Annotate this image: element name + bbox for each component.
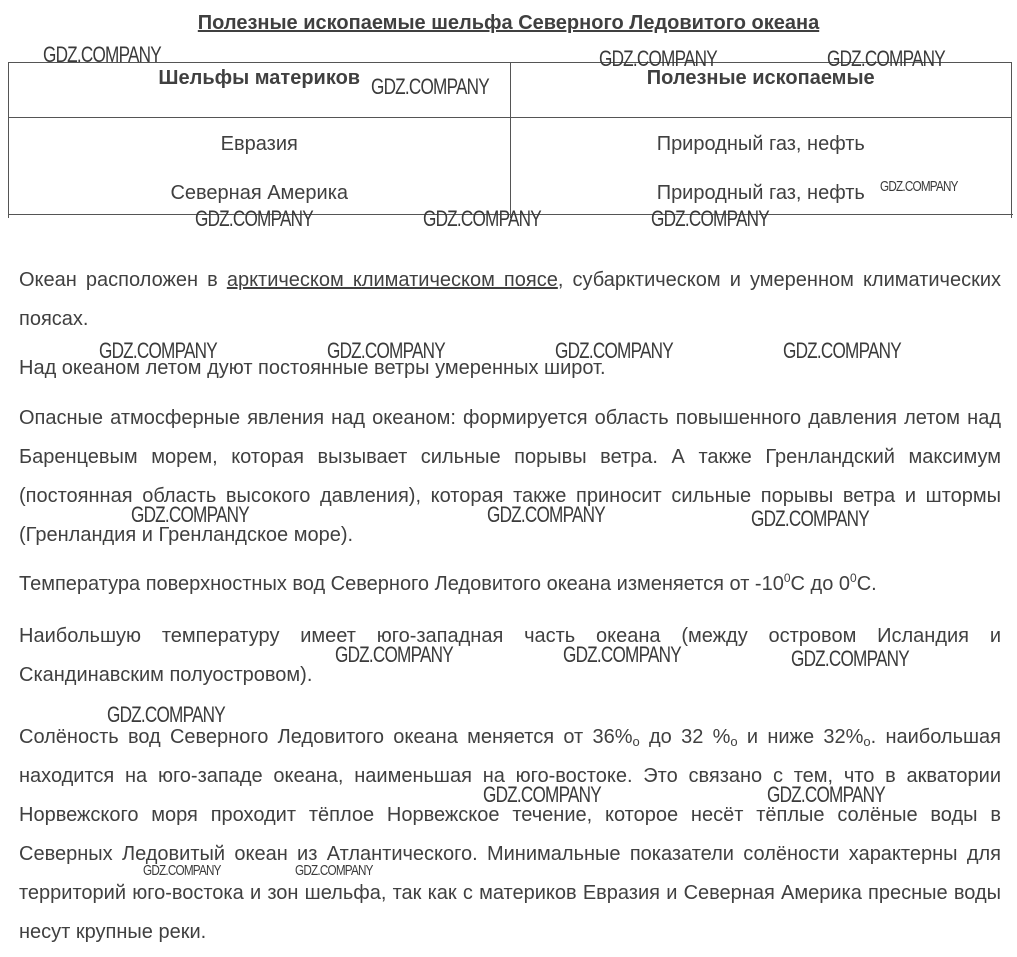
watermark: GDZ.COMPANY [335,642,453,667]
header-minerals: Полезные ископаемые [510,63,1012,118]
p6-text-a: Солёность вод Северного Ледовитого океана меняется от 36% [19,726,633,748]
watermark: GDZ.COMPANY [295,862,373,879]
arctic-belt-link: арктическом климатическом поясе [226,269,558,291]
paragraph-winds: Над океаном летом дуют постоянные ветры умеренных широт. [19,357,606,379]
minerals-table [8,62,1012,218]
shelf-eurasia: Евразия [220,133,298,155]
cell-minerals [510,118,1012,219]
watermark: GDZ.COMPANY [767,782,885,807]
minerals-eurasia: Природный газ, нефть [656,133,865,155]
watermark: GDZ.COMPANY [423,206,541,231]
watermark: GDZ.COMPANY [555,338,673,363]
watermark: GDZ.COMPANY [43,42,161,67]
shelf-north-america: Северная Америка [170,182,349,204]
watermark: GDZ.COMPANY [143,862,221,879]
paragraph-salinity [19,718,1001,952]
degree-sup-2: 0 [850,571,857,585]
watermark: GDZ.COMPANY [327,338,445,363]
permille-sub-1: o [632,734,640,749]
watermark: GDZ.COMPANY [487,502,605,527]
permille-sub-3: o [863,734,871,749]
paragraph-climate [19,261,1001,339]
p6-text-d: . наибольшая находится на юго-западе океана, наименьшая на юго-востоке. Это связано с тем, что в акватории Норвежского моря проходит тёплое Норвежское течение, которое несёт тёплые солёные воды в Северных Ледовитый океан из Атлантического. Минимальные показатели солёности характерны для территорий юго-востока и зон шельфа, так как с материков Евразия и Северная Америка пресные воды несут крупные реки. [19,726,1002,943]
page-title: Полезные ископаемые шельфа Северного Ледовитого океана [197,12,820,34]
permille-sub-2: o [730,734,738,749]
cell-shelf-eurasia [9,118,511,219]
p6-text-c: и ниже 32% [737,726,864,748]
watermark: GDZ.COMPANY [651,206,769,231]
watermark: GDZ.COMPANY [791,646,909,671]
degree-sup-1: 0 [783,571,791,585]
table-row [9,118,1012,219]
watermark: GDZ.COMPANY [131,502,249,527]
watermark: GDZ.COMPANY [783,338,901,363]
watermark: GDZ.COMPANY [880,178,958,195]
watermark: GDZ.COMPANY [195,206,313,231]
p4-text-c: С. [856,573,877,595]
watermark: GDZ.COMPANY [751,506,869,531]
p4-text-a: Температура поверхностных вод Северного Ледовитого океана изменяется от -10 [19,573,784,595]
p1-text-b: , субарктическом и умеренном климатических поясах. [19,269,1002,330]
paragraph-phenomena: Опасные атмосферные явления над океаном: формируется область повышенного давления летом над Баренцевым морем, которая вызывает сильные порывы ветра. А также Гренландский максимум (постоянная область высокого давления), которая также приносит сильные порывы ветра и штормы (Гренландия и Гренландское море). [19,407,1001,546]
minerals-north-america: Природный газ, нефть [656,182,865,204]
header-shelves: Шельфы материков [9,63,511,118]
paragraph-max-temp: Наибольшую температуру имеет юго-западная часть океана (между островом Исландия и Скандинавским полуостровом). [19,625,1001,686]
watermark: GDZ.COMPANY [371,74,489,99]
p4-text-b: С до 0 [790,573,851,595]
paragraph-temperature [19,565,1001,604]
watermark: GDZ.COMPANY [827,46,945,71]
watermark: GDZ.COMPANY [107,702,225,727]
p6-text-b: до 32 % [639,726,731,748]
watermark: GDZ.COMPANY [99,338,217,363]
watermark: GDZ.COMPANY [599,46,717,71]
p1-text-a: Океан расположен в [19,269,227,291]
watermark: GDZ.COMPANY [483,782,601,807]
watermark: GDZ.COMPANY [563,642,681,667]
